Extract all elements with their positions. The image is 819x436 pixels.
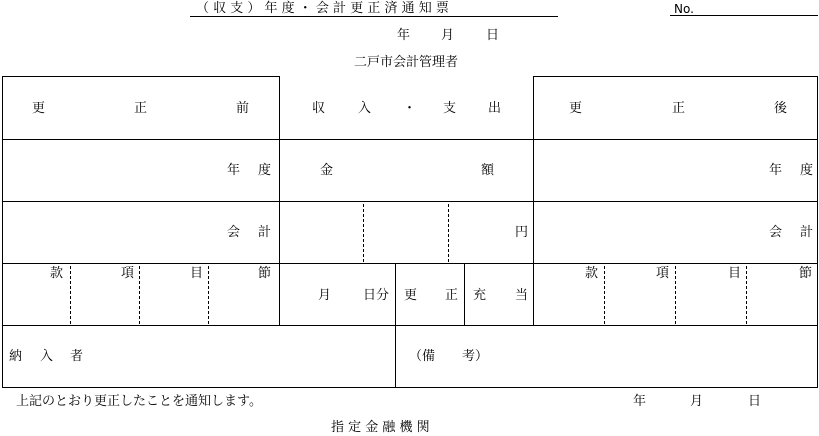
table-line-1: [2, 139, 817, 140]
table-divider-left: [279, 76, 280, 326]
left-year-label-2: 度: [258, 163, 272, 178]
middle-label-5: 出: [488, 101, 502, 116]
right-item-dash-2: [675, 266, 676, 324]
before-label-3: 前: [236, 101, 250, 116]
number-label: No.: [674, 2, 694, 16]
issuer-name: 二戸市会計管理者: [354, 55, 459, 70]
table-line-2: [2, 201, 817, 202]
left-item-kou: 項: [121, 266, 135, 281]
designated-bank: 指 定 金 融 機 関: [331, 420, 430, 435]
right-item-dash-3: [746, 266, 747, 324]
amount-label-2: 額: [481, 163, 495, 178]
left-item-dash-3: [208, 266, 209, 324]
before-label-1: 更: [32, 101, 46, 116]
left-item-moku: 目: [190, 266, 204, 281]
month-label: 月: [318, 288, 332, 303]
right-account-label-1: 会: [769, 225, 783, 240]
table-divider-right: [533, 76, 534, 326]
right-year-label-2: 度: [800, 163, 814, 178]
form-title: （ 収 支 ） 年 度 ・ 会 計 更 正 済 通 知 票: [196, 1, 449, 16]
right-item-moku: 目: [728, 266, 742, 281]
correct-label-1: 更: [404, 288, 418, 303]
middle-label-4: 支: [443, 101, 457, 116]
apply-label-2: 当: [515, 288, 529, 303]
left-item-kan: 款: [50, 266, 64, 281]
right-item-kan: 款: [585, 266, 599, 281]
header-date-month: 月: [441, 28, 455, 43]
remarks-label-1: （備: [409, 349, 436, 364]
left-account-label-2: 計: [258, 225, 272, 240]
number-underline: [670, 15, 818, 16]
payer-label-3: 者: [70, 349, 84, 364]
before-label-2: 正: [134, 101, 148, 116]
footer-date-day: 日: [748, 394, 762, 409]
yen-label: 円: [515, 225, 529, 240]
left-item-dash-2: [139, 266, 140, 324]
middle-label-3: ・: [403, 101, 417, 116]
row4-divider-a: [395, 263, 396, 388]
notice-text: 上記のとおり更正したことを通知します。: [16, 394, 262, 409]
day-minute-label: 日分: [363, 288, 390, 303]
left-item-setsu: 節: [258, 266, 272, 281]
footer-date-month: 月: [690, 394, 704, 409]
table-right-border: [817, 76, 818, 388]
remarks-label-2: 考）: [462, 349, 489, 364]
table-line-3: [2, 263, 817, 264]
left-account-label-1: 会: [227, 225, 241, 240]
title-underline: [190, 16, 558, 17]
apply-label-1: 充: [473, 288, 487, 303]
right-year-label-1: 年: [769, 163, 783, 178]
left-year-label-1: 年: [227, 163, 241, 178]
amount-dash-2: [448, 204, 449, 262]
payer-label-1: 納: [9, 349, 23, 364]
row4-divider-b: [464, 263, 465, 326]
middle-label-1: 収: [312, 101, 326, 116]
right-account-label-2: 計: [800, 225, 814, 240]
table-top-left: [2, 76, 279, 77]
correct-label-2: 正: [445, 288, 459, 303]
right-item-kou: 項: [656, 266, 670, 281]
middle-label-2: 入: [358, 101, 372, 116]
after-label-3: 後: [774, 101, 788, 116]
table-bottom: [2, 387, 817, 388]
payer-label-2: 入: [40, 349, 54, 364]
footer-date-year: 年: [633, 394, 647, 409]
after-label-1: 更: [569, 101, 583, 116]
right-item-setsu: 節: [799, 266, 813, 281]
after-label-2: 正: [672, 101, 686, 116]
table-top-right: [533, 76, 817, 77]
amount-dash-1: [363, 204, 364, 262]
table-line-4: [2, 325, 817, 326]
left-item-dash-1: [70, 266, 71, 324]
header-date-year: 年: [397, 28, 411, 43]
header-date-day: 日: [486, 28, 500, 43]
amount-label-1: 金: [320, 163, 334, 178]
right-item-dash-1: [604, 266, 605, 324]
table-left-border: [2, 76, 3, 388]
